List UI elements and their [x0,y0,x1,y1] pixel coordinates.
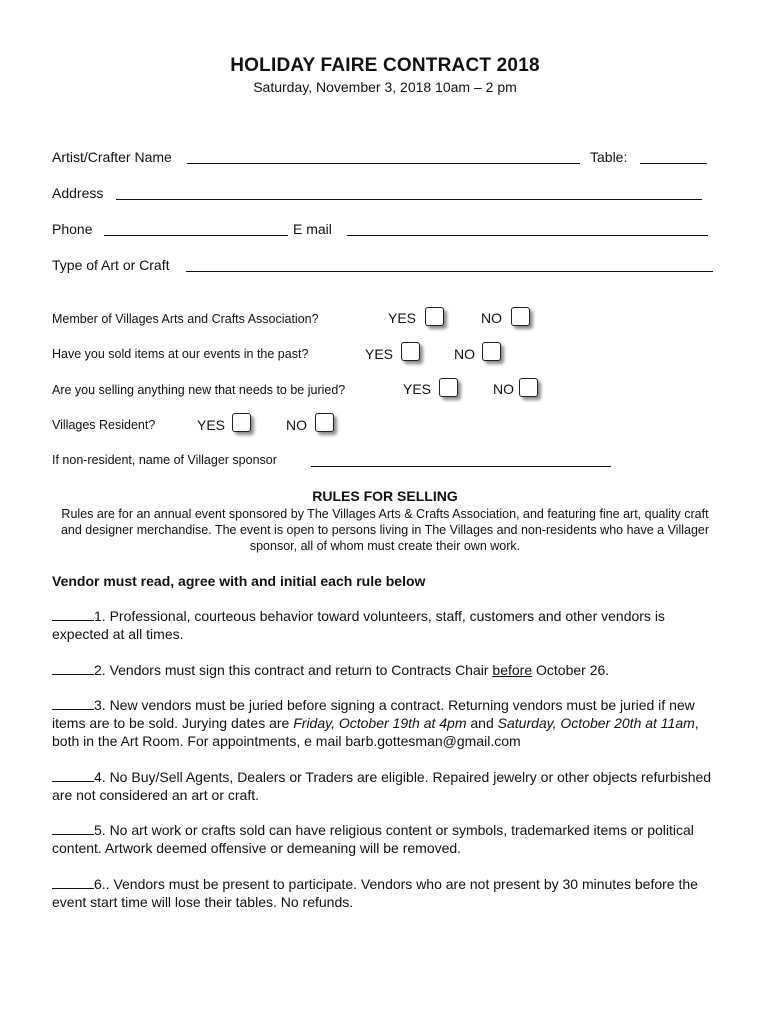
rule-6-initial-blank[interactable] [52,876,94,889]
table-field[interactable] [640,163,707,164]
rule-1 [52,607,722,643]
rule-6 [52,875,722,911]
rule-2-initial-blank[interactable] [52,662,94,675]
rules-intro: Rules are for an annual event sponsored by The Villages Arts & Crafts Association, and featuring fine art, quality craft and designer merchandise. The event is open to persons living in The Villages and non-residents who have a Villager sponsor, all of whom must create their own work. [60,507,710,553]
phone-field[interactable] [104,235,288,236]
email-field[interactable] [347,235,708,236]
address-label: Address [52,185,104,201]
new-items-no-label: NO [493,381,514,397]
question-new-items: Are you selling anything new that needs to be juried? [52,383,346,397]
new-items-yes-label: YES [403,381,432,397]
event-date-time: Saturday, November 3, 2018 10am – 2 pm [253,79,517,95]
rule-2-underlined-word: before [492,662,533,678]
artist-name-field[interactable] [187,163,580,164]
rule-5-initial-blank[interactable] [52,822,94,835]
sold-yes-checkbox[interactable] [401,342,420,361]
rule-3-initial-blank[interactable] [52,697,94,710]
art-type-label: Type of Art or Craft [52,257,170,273]
rule-5 [52,821,722,857]
rule-2 [52,661,722,679]
resident-no-checkbox[interactable] [315,413,334,432]
resident-yes-label: YES [197,417,226,433]
new-items-yes-checkbox[interactable] [439,378,458,397]
rule-5-text: 5. No art work or crafts sold can have religious content or symbols, trademarked items or political content. Artwork deemed offensive or demeaning will be removed. [52,822,694,856]
rule-3-and: and [466,715,498,731]
sold-no-label: NO [454,346,475,362]
member-yes-label: YES [388,310,417,326]
rule-2-text-end: October 26. [532,662,610,678]
rule-6-text: 6.. Vendors must be present to participate. Vendors who are not present by 30 minutes before the event start time will lose their tables. No refunds. [52,876,698,910]
vendor-instruction: Vendor must read, agree with and initial each rule below [52,573,426,589]
resident-yes-checkbox[interactable] [232,413,251,432]
rule-1-text: 1. Professional, courteous behavior toward volunteers, staff, customers and other vendors is expected at all times. [52,608,665,642]
art-type-field[interactable] [186,271,713,272]
resident-no-label: NO [286,417,307,433]
phone-label: Phone [52,221,93,237]
question-sold-before: Have you sold items at our events in the past? [52,347,309,361]
member-yes-checkbox[interactable] [425,307,444,326]
table-label: Table: [590,149,628,165]
sold-yes-label: YES [365,346,394,362]
sponsor-label: If non-resident, name of Villager sponsor [52,453,277,467]
rules-heading: RULES FOR SELLING [312,488,458,504]
member-no-label: NO [481,310,502,326]
question-resident: Villages Resident? [52,418,156,432]
new-items-no-checkbox[interactable] [519,378,538,397]
rule-3-text-end: , both in the Art Room. For appointments, e mail barb.gottesman@gmail.com [52,715,699,749]
sold-no-checkbox[interactable] [482,342,501,361]
rule-3-date-1: Friday, October 19th at 4pm [293,715,467,731]
artist-name-label: Artist/Crafter Name [52,149,172,165]
address-field[interactable] [116,199,702,200]
email-label: E mail [293,221,332,237]
member-no-checkbox[interactable] [511,307,530,326]
rule-3-text: 3. New vendors must be juried before signing a contract. Returning vendors must be juried if new items are to be sold. Jurying dates are [52,697,695,731]
rule-4-text: 4. No Buy/Sell Agents, Dealers or Traders are eligible. Repaired jewelry or other objects refurbished are not considered an art or craft. [52,769,712,803]
question-member: Member of Villages Arts and Crafts Association? [52,312,319,326]
rule-2-text: 2. Vendors must sign this contract and return to Contracts Chair [94,662,493,678]
sponsor-field[interactable] [311,466,611,467]
rule-1-initial-blank[interactable] [52,608,94,621]
rule-4 [52,768,722,804]
rule-3 [52,696,722,750]
rule-3-date-2: Saturday, October 20th at 11am [497,715,695,731]
page-title: HOLIDAY FAIRE CONTRACT 2018 [230,55,540,76]
rule-4-initial-blank[interactable] [52,769,94,782]
